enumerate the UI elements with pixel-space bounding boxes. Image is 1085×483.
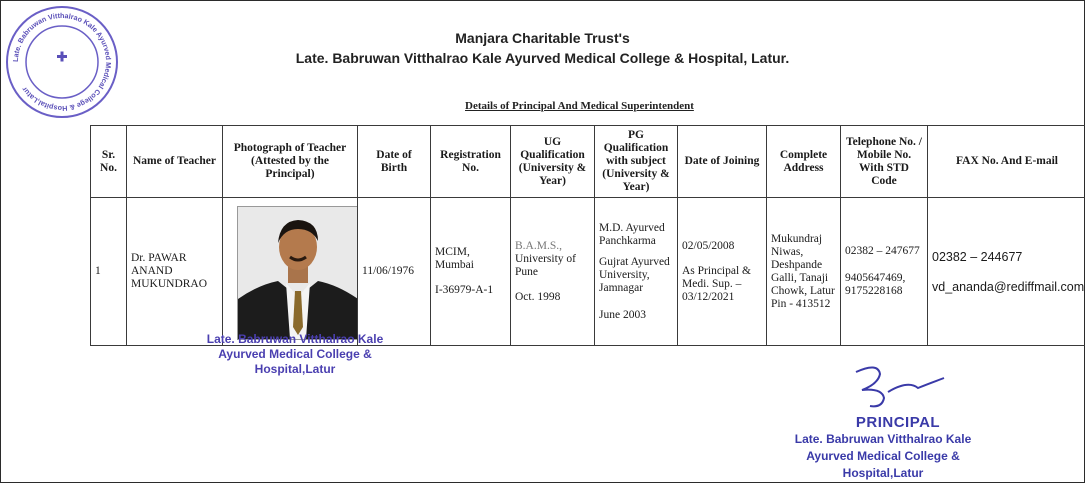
cell-address: Mukundraj Niwas, Deshpande Galli, Tanaji Chowk, Latur Pin - 413512 <box>767 198 841 346</box>
cell-pg <box>595 198 678 346</box>
signature-line2: Ayurved Medical College & Hospital,Latur <box>806 449 960 480</box>
principal-signature-block <box>778 360 988 482</box>
cell-sr-no: 1 <box>91 198 127 346</box>
col-fax-email: FAX No. And E-mail <box>928 126 1085 198</box>
col-address: Complete Address <box>767 126 841 198</box>
cell-joining <box>678 198 767 346</box>
cell-ug <box>511 198 595 346</box>
trust-name: Manjara Charitable Trust's <box>455 30 630 46</box>
table-header-row <box>91 126 1085 198</box>
ug-degree: B.A.M.S., <box>515 239 562 252</box>
principal-title: PRINCIPAL <box>855 414 941 431</box>
landline-number: 02382 – 247677 <box>845 245 920 257</box>
col-dob: Date of Birth <box>358 126 431 198</box>
registration-number: I-36979-A-1 <box>435 284 494 296</box>
col-ug: UG Qualification (University & Year) <box>511 126 595 198</box>
table-row <box>91 198 1085 346</box>
pg-degree: M.D. Ayurved Panchkarma <box>599 221 665 247</box>
col-telephone: Telephone No. / Mobile No. With STD Code <box>841 126 928 198</box>
college-name: Late. Babruwan Vitthalrao Kale Ayurved Medical College & Hospital, Latur. <box>295 50 790 66</box>
col-pg: PG Qualification with subject (University & Year) <box>595 126 678 198</box>
pg-university: Gujrat Ayurved University, Jamnagar <box>599 255 670 294</box>
ug-year: Oct. 1998 <box>515 290 561 303</box>
cell-registration <box>431 198 511 346</box>
col-sr-no: Sr. No. <box>91 126 127 198</box>
teacher-photo <box>237 206 358 340</box>
signature-line1: Late. Babruwan Vitthalrao Kale <box>794 432 972 446</box>
col-photo: Photograph of Teacher (Attested by the Principal) <box>223 126 358 198</box>
email-address: vd_ananda@rediffmail.com <box>932 279 1085 294</box>
document-subtitle: Details of Principal And Medical Superintendent <box>465 100 694 112</box>
col-name: Name of Teacher <box>127 126 223 198</box>
teacher-photo-image <box>238 207 358 339</box>
ug-university: University of Pune <box>515 252 577 278</box>
cell-name: Dr. PAWAR ANAND MUKUNDRAO <box>127 198 223 346</box>
joining-role: As Principal & Medi. Sup. – 03/12/2021 <box>682 264 751 303</box>
photo-attestation-stamp <box>180 332 410 377</box>
col-joining: Date of Joining <box>678 126 767 198</box>
photo-stamp-line2: Ayurved Medical College & Hospital,Latur <box>218 347 372 376</box>
photo-stamp-line1: Late. Babruwan Vitthalrao Kale <box>206 332 384 346</box>
fax-number: 02382 – 244677 <box>932 249 1023 264</box>
details-table <box>90 125 1085 346</box>
registration-council: MCIM, Mumbai <box>435 246 474 271</box>
joining-date: 02/05/2008 <box>682 239 735 252</box>
cell-dob: 11/06/1976 <box>358 198 431 346</box>
signature-icon <box>848 360 948 412</box>
col-registration: Registration No. <box>431 126 511 198</box>
seal-text: Late. Babruwan Vitthalrao Kale Ayurved Medical College & Hospital,Latur <box>10 10 114 114</box>
cell-photo <box>223 198 358 346</box>
pg-year: June 2003 <box>599 308 646 321</box>
cell-telephone <box>841 198 928 346</box>
cell-fax-email <box>928 198 1085 346</box>
mobile-numbers: 9405647469, 9175228168 <box>845 272 906 297</box>
